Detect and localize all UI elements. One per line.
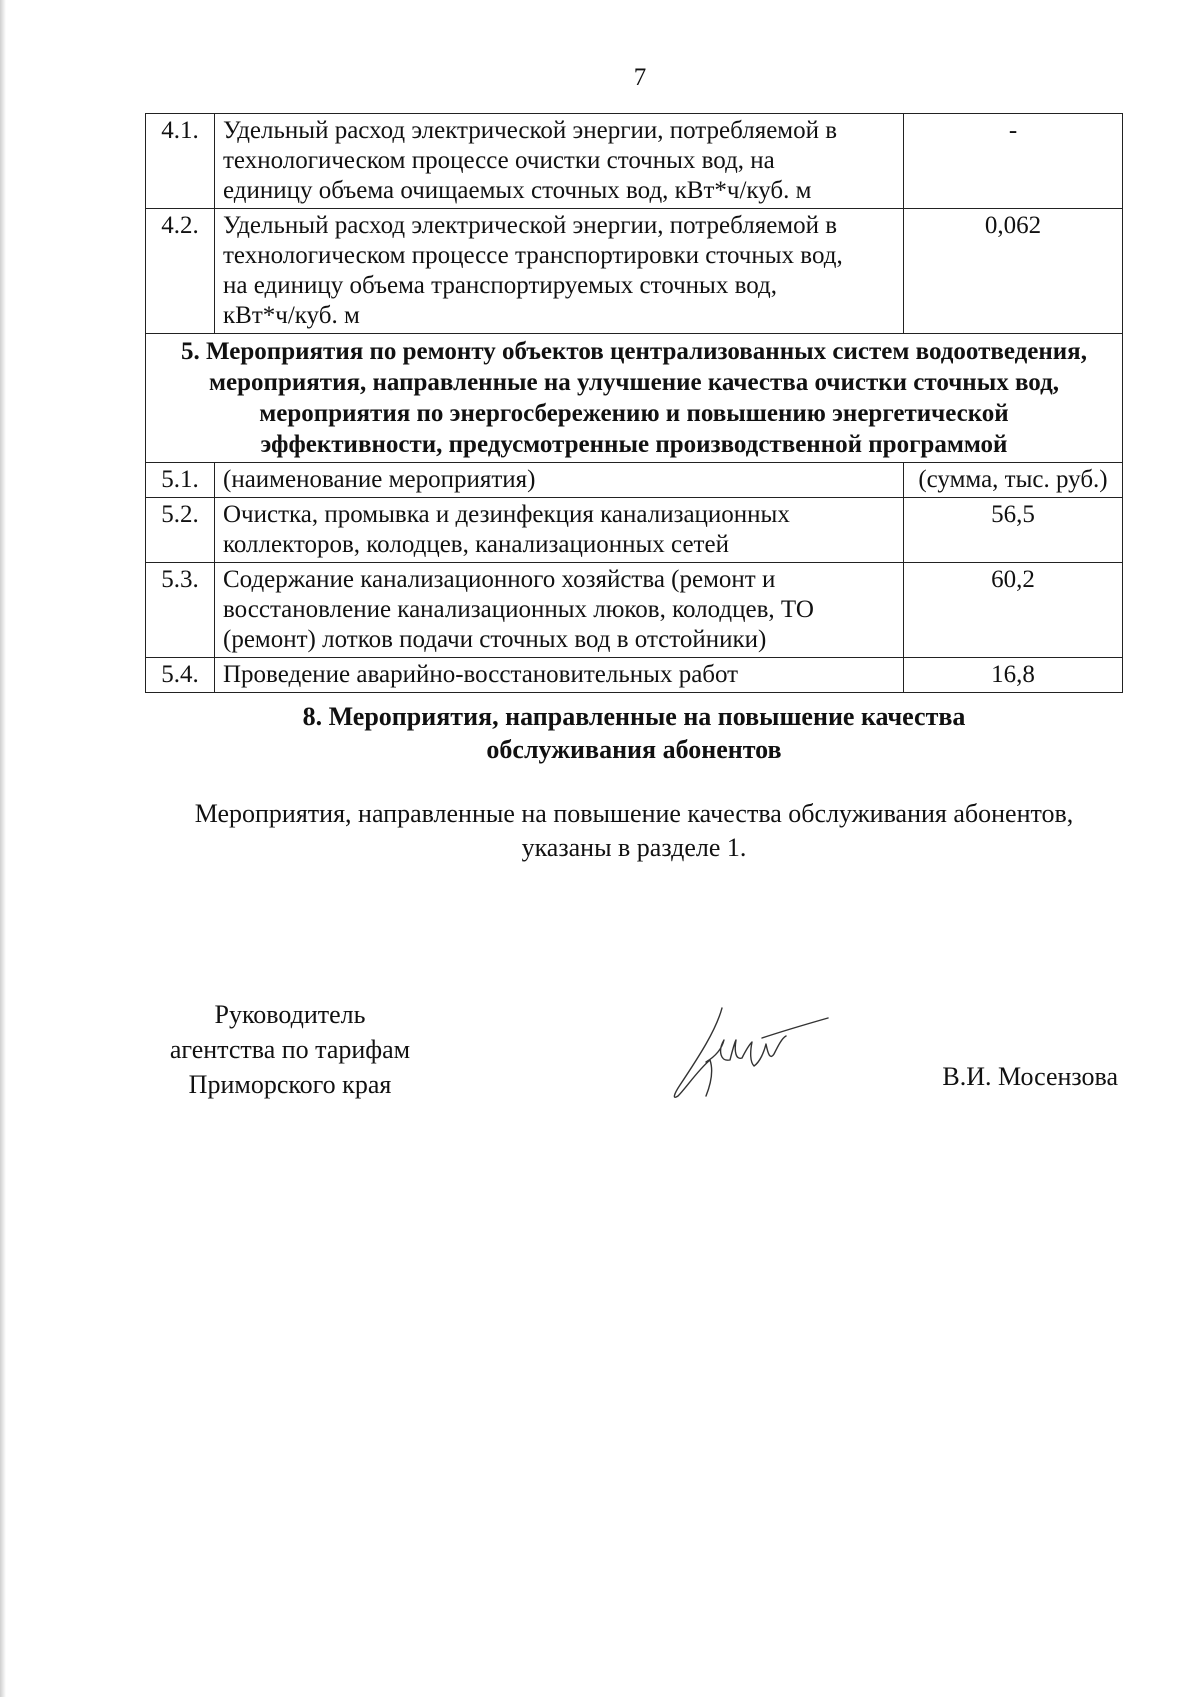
row-description bbox=[215, 563, 904, 658]
row-number: 4.2. bbox=[146, 209, 215, 334]
production-program-table bbox=[145, 113, 1123, 693]
title-line: Руководитель bbox=[214, 1000, 366, 1029]
description-line: (наименование мероприятия) bbox=[223, 466, 536, 493]
row-description bbox=[215, 463, 904, 498]
row-description bbox=[215, 114, 904, 209]
scan-edge bbox=[0, 0, 6, 1697]
description-line: Содержание канализационного хозяйства (ремонт и bbox=[223, 566, 776, 593]
title-line: агентства по тарифам bbox=[169, 1035, 411, 1064]
row-description bbox=[215, 498, 904, 563]
signatory-title bbox=[140, 997, 440, 1102]
row-value: 0,062 bbox=[904, 209, 1123, 334]
handwritten-signature bbox=[670, 1000, 830, 1100]
description-line: технологическом процессе очистки сточных вод, на bbox=[223, 147, 775, 174]
signatory-name: В.И. Мосензова bbox=[942, 1062, 1118, 1091]
row-number: 4.1. bbox=[146, 114, 215, 209]
row-value: (сумма, тыс. руб.) bbox=[904, 463, 1123, 498]
heading-line: 5. Мероприятия по ремонту объектов централизованных систем водоотведения, bbox=[181, 338, 1087, 365]
table-row-4-2 bbox=[146, 209, 1123, 334]
description-line: восстановление канализационных люков, колодцев, ТО bbox=[223, 596, 814, 623]
table-row-5-1 bbox=[146, 463, 1123, 498]
row-value: 56,5 bbox=[904, 498, 1123, 563]
description-line: Очистка, промывка и дезинфекция канализационных bbox=[223, 501, 790, 528]
row-value: 60,2 bbox=[904, 563, 1123, 658]
description-line: коллекторов, колодцев, канализационных сетей bbox=[223, 531, 729, 558]
paragraph-line: указаны в разделе 1. bbox=[521, 833, 747, 862]
description-line: Удельный расход электрической энергии, потребляемой в bbox=[223, 212, 838, 239]
table-row-5-3 bbox=[146, 563, 1123, 658]
signature-stroke bbox=[674, 1008, 828, 1097]
title-line: Приморского края bbox=[188, 1070, 392, 1099]
heading-line: мероприятия, направленные на улучшение качества очистки сточных вод, bbox=[209, 369, 1059, 396]
row-description bbox=[215, 658, 904, 693]
row-number: 5.2. bbox=[146, 498, 215, 563]
description-line: кВт*ч/куб. м bbox=[223, 302, 360, 329]
row-value: - bbox=[904, 114, 1123, 209]
description-line: Проведение аварийно-восстановительных работ bbox=[223, 661, 739, 688]
paragraph-line: Мероприятия, направленные на повышение качества обслуживания абонентов, bbox=[194, 799, 1074, 828]
page-number: 7 bbox=[633, 64, 647, 91]
section-8-paragraph bbox=[145, 797, 1123, 865]
row-value: 16,8 bbox=[904, 658, 1123, 693]
row-description bbox=[215, 209, 904, 334]
section-8-heading bbox=[145, 700, 1123, 766]
heading-line: эффективности, предусмотренные производственной программой bbox=[260, 431, 1008, 458]
description-line: технологическом процессе транспортировки сточных вод, bbox=[223, 242, 843, 269]
heading-line: 8. Мероприятия, направленные на повышение качества bbox=[302, 702, 966, 731]
row-number: 5.4. bbox=[146, 658, 215, 693]
heading-line: мероприятия по энергосбережению и повышению энергетической bbox=[259, 400, 1009, 427]
section-5-header-row bbox=[146, 334, 1123, 463]
table-row-4-1 bbox=[146, 114, 1123, 209]
section-5-heading bbox=[146, 334, 1123, 463]
table-row-5-4 bbox=[146, 658, 1123, 693]
description-line: на единицу объема транспортируемых сточных вод, bbox=[223, 272, 777, 299]
row-number: 5.1. bbox=[146, 463, 215, 498]
description-line: единицу объема очищаемых сточных вод, кВт*ч/куб. м bbox=[223, 177, 812, 204]
description-line: (ремонт) лотков подачи сточных вод в отстойники) bbox=[223, 626, 767, 653]
table-row-5-2 bbox=[146, 498, 1123, 563]
description-line: Удельный расход электрической энергии, потребляемой в bbox=[223, 117, 838, 144]
heading-line: обслуживания абонентов bbox=[486, 735, 782, 764]
row-number: 5.3. bbox=[146, 563, 215, 658]
